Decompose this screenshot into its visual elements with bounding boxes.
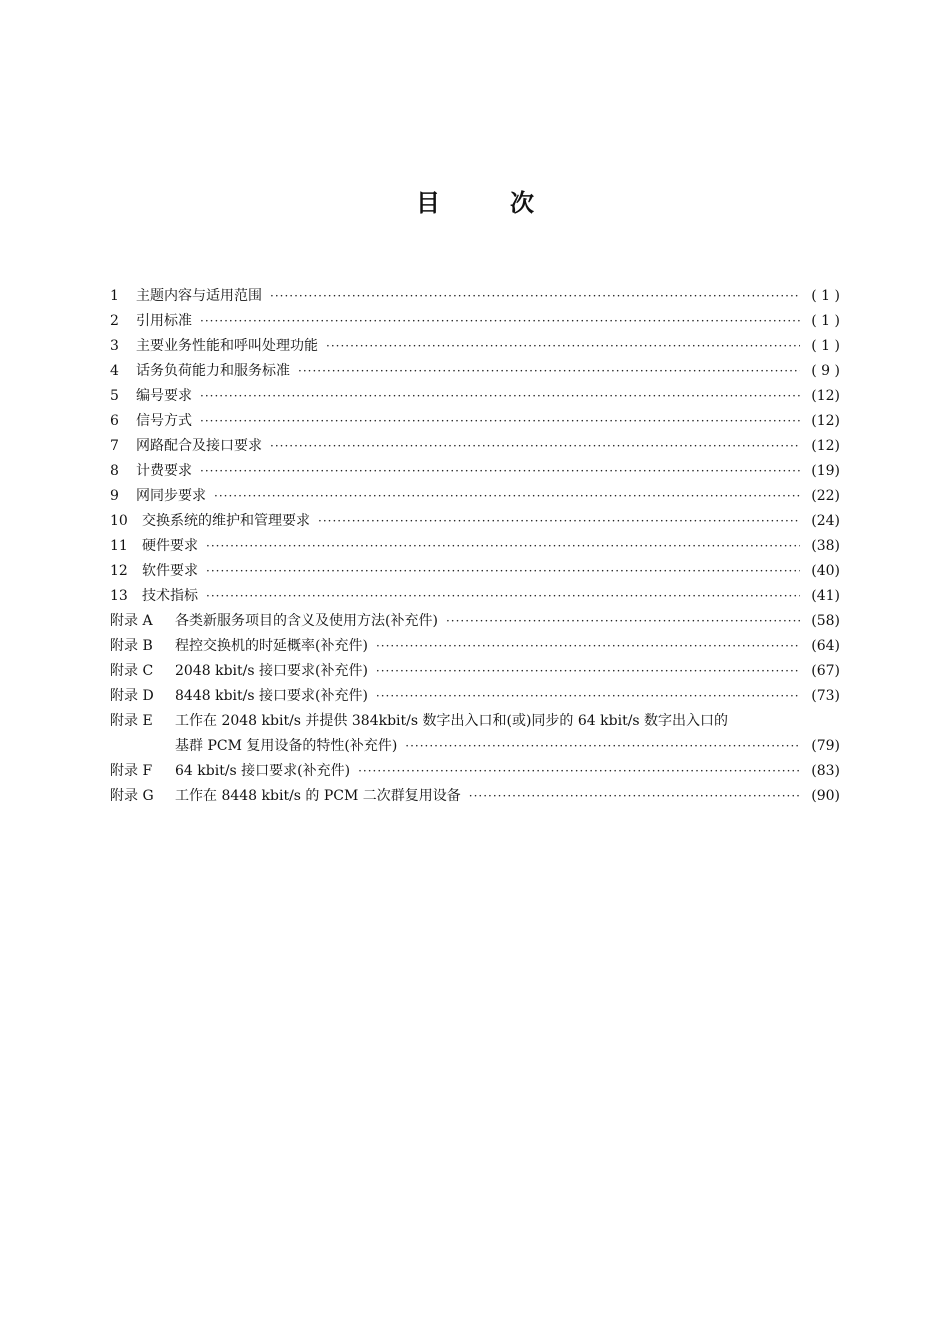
toc-page: (22) xyxy=(811,488,840,504)
toc-entry[interactable] xyxy=(110,584,840,609)
toc-page: (41) xyxy=(811,588,840,604)
toc-page: (12) xyxy=(811,388,840,404)
toc-title: 程控交换机的时延概率(补充件) xyxy=(175,638,368,654)
toc-page: (83) xyxy=(811,763,840,779)
toc-number: 8 xyxy=(110,463,119,479)
toc-entry[interactable] xyxy=(110,434,840,459)
toc-page: (12) xyxy=(811,438,840,454)
toc-title: 信号方式 xyxy=(136,413,192,429)
toc-title: 技术指标 xyxy=(142,588,198,604)
toc-entry[interactable] xyxy=(110,309,840,334)
leader-dots xyxy=(358,759,800,784)
toc-page: (12) xyxy=(811,413,840,429)
toc-entry[interactable] xyxy=(110,284,840,309)
toc-page: ( 9 ) xyxy=(811,363,840,379)
leader-dots xyxy=(376,659,800,684)
toc-entry[interactable] xyxy=(110,484,840,509)
toc-title: 话务负荷能力和服务标准 xyxy=(136,363,290,379)
toc-entry[interactable] xyxy=(110,384,840,409)
toc-number: 7 xyxy=(110,438,119,454)
leader-dots xyxy=(270,434,800,459)
toc-page: (64) xyxy=(811,638,840,654)
leader-dots xyxy=(298,359,800,384)
toc-title: 各类新服务项目的含义及使用方法(补充件) xyxy=(175,613,438,629)
leader-dots xyxy=(200,459,800,484)
leader-dots xyxy=(469,784,800,809)
toc-entry[interactable] xyxy=(110,609,840,634)
toc-number: 6 xyxy=(110,413,119,429)
toc-page: (79) xyxy=(811,738,840,754)
toc-title: 软件要求 xyxy=(142,563,198,579)
leader-dots xyxy=(446,609,800,634)
title-char-1: 目 xyxy=(416,189,440,217)
toc-title: 网同步要求 xyxy=(136,488,206,504)
toc-entry[interactable] xyxy=(110,559,840,584)
toc-entry[interactable] xyxy=(110,684,840,709)
toc-title: 工作在 8448 kbit/s 的 PCM 二次群复用设备 xyxy=(175,788,461,804)
toc-entry-continuation[interactable] xyxy=(110,734,840,759)
toc-entry[interactable] xyxy=(110,784,840,809)
toc-title: 主要业务性能和呼叫处理功能 xyxy=(136,338,318,354)
toc-entry[interactable] xyxy=(110,334,840,359)
toc-entry[interactable] xyxy=(110,459,840,484)
table-of-contents xyxy=(110,284,840,809)
toc-page: (73) xyxy=(811,688,840,704)
toc-title: 64 kbit/s 接口要求(补充件) xyxy=(175,763,351,779)
title-char-2: 次 xyxy=(510,189,534,217)
toc-entry[interactable] xyxy=(110,759,840,784)
leader-dots xyxy=(376,684,800,709)
leader-dots xyxy=(270,284,800,309)
leader-dots xyxy=(326,334,800,359)
toc-page: (19) xyxy=(811,463,840,479)
toc-title: 2048 kbit/s 接口要求(补充件) xyxy=(175,663,368,679)
toc-number: 5 xyxy=(110,388,119,404)
toc-number: 2 xyxy=(110,313,119,329)
toc-page: (90) xyxy=(811,788,840,804)
toc-title: 计费要求 xyxy=(136,463,192,479)
toc-title: 工作在 2048 kbit/s 并提供 384kbit/s 数字出入口和(或)同步的 64 kbit/s 数字出入口的 xyxy=(175,713,729,729)
toc-title: 8448 kbit/s 接口要求(补充件) xyxy=(175,688,368,704)
toc-title: 主题内容与适用范围 xyxy=(136,288,262,304)
toc-number: 11 xyxy=(110,538,128,554)
toc-number: 3 xyxy=(110,338,119,354)
toc-title: 硬件要求 xyxy=(142,538,198,554)
toc-title: 交换系统的维护和管理要求 xyxy=(142,513,310,529)
leader-dots xyxy=(200,309,800,334)
toc-number: 附录 D xyxy=(110,688,154,704)
toc-number: 1 xyxy=(110,288,119,304)
toc-number: 12 xyxy=(110,563,128,579)
toc-page: (67) xyxy=(811,663,840,679)
leader-dots xyxy=(214,484,800,509)
leader-dots xyxy=(200,409,800,434)
leader-dots xyxy=(376,634,800,659)
toc-number: 附录 F xyxy=(110,763,153,779)
toc-page: ( 1 ) xyxy=(811,288,840,304)
toc-title: 引用标准 xyxy=(136,313,192,329)
toc-title: 网路配合及接口要求 xyxy=(136,438,262,454)
leader-dots xyxy=(318,509,800,534)
toc-number: 10 xyxy=(110,513,128,529)
toc-page: ( 1 ) xyxy=(811,313,840,329)
toc-page: ( 1 ) xyxy=(811,338,840,354)
toc-title-continued: 基群 PCM 复用设备的特性(补充件) xyxy=(175,738,398,754)
toc-number: 附录 A xyxy=(110,613,153,629)
toc-number: 附录 B xyxy=(110,638,153,654)
leader-dots xyxy=(200,384,800,409)
toc-number: 4 xyxy=(110,363,119,379)
toc-entry-first-line[interactable] xyxy=(110,709,840,734)
leader-dots xyxy=(206,559,800,584)
page-title xyxy=(0,183,950,218)
toc-number: 附录 C xyxy=(110,663,154,679)
toc-entry[interactable] xyxy=(110,509,840,534)
toc-entry[interactable] xyxy=(110,409,840,434)
toc-number: 13 xyxy=(110,588,128,604)
leader-dots xyxy=(405,734,800,759)
leader-dots xyxy=(206,534,800,559)
toc-page: (24) xyxy=(811,513,840,529)
toc-entry[interactable] xyxy=(110,659,840,684)
toc-page: (40) xyxy=(811,563,840,579)
leader-dots xyxy=(206,584,800,609)
toc-entry[interactable] xyxy=(110,534,840,559)
toc-title: 编号要求 xyxy=(136,388,192,404)
toc-number: 附录 G xyxy=(110,788,154,804)
toc-page: (38) xyxy=(811,538,840,554)
toc-number: 附录 E xyxy=(110,713,153,729)
toc-page: (58) xyxy=(811,613,840,629)
toc-number: 9 xyxy=(110,488,119,504)
toc-entry[interactable] xyxy=(110,634,840,659)
toc-entry[interactable] xyxy=(110,359,840,384)
